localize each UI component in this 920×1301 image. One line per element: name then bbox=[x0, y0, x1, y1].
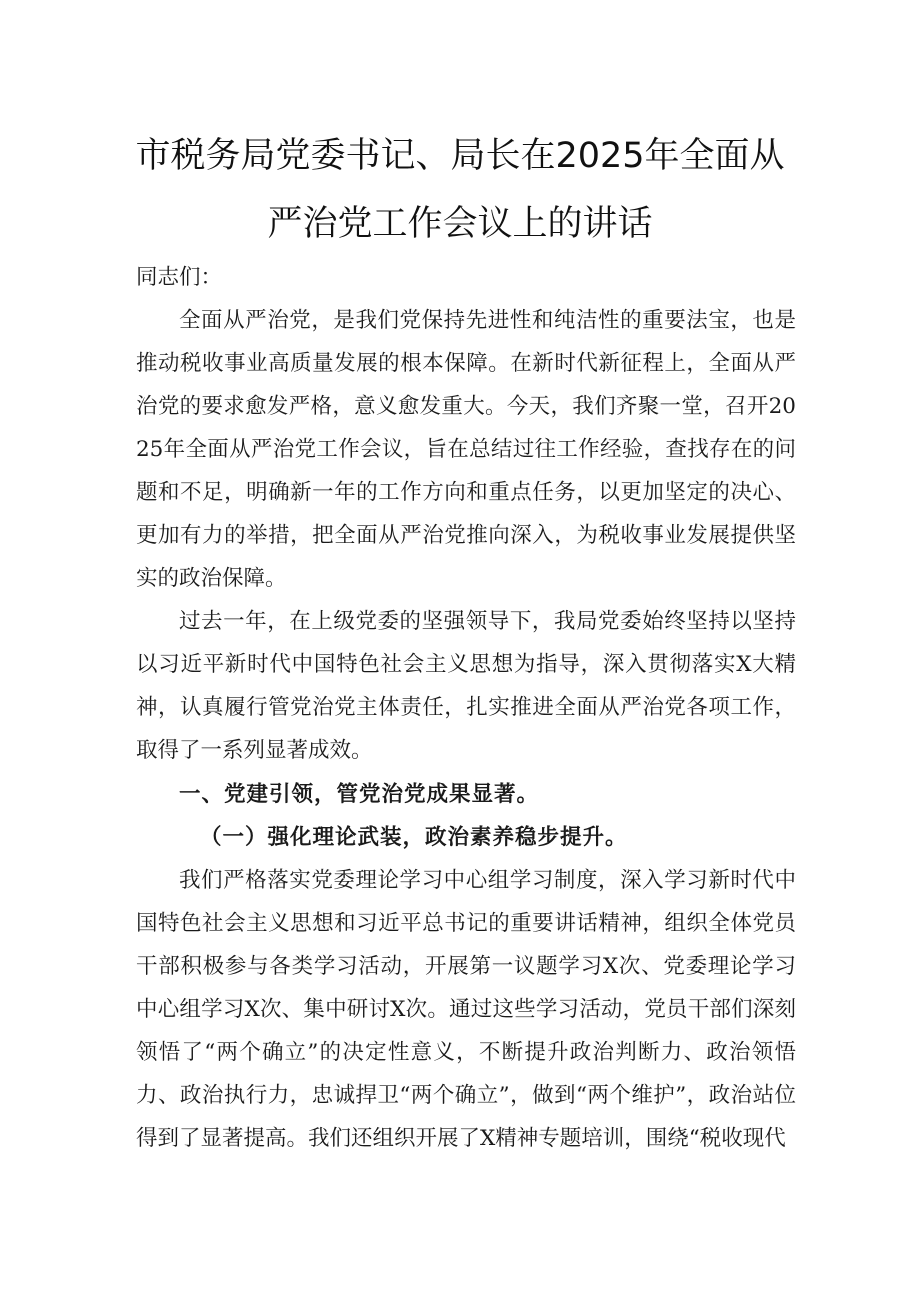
document-title-line-1: 市税务局党委书记、局长在2025年全面从 bbox=[135, 136, 785, 176]
paragraph-review: 过去一年，在上级党委的坚强领导下，我局党委始终坚持以坚持以习近平新时代中国特色社会主义思想为指导，深入贯彻落实X大精神，认真履行管党治党主体责任，扎实推进全面从严治党各项工作，取得了一系列显著成效。 bbox=[136, 609, 796, 763]
section-heading-1: 一、党建引领，管党治党成果显著。 bbox=[179, 782, 540, 807]
paragraph-opening: 全面从严治党，是我们党保持先进性和纯洁性的重要法宝，也是推动税收事业高质量发展的根本保障。在新时代新征程上，全面从严治党的要求愈发严格，意义愈发重大。今天，我们齐聚一堂，召开2025年全面从严治党工作会议，旨在总结过往工作经验，查找存在的问题和不足，明确新一年的工作方向和重点任务，以更加坚定的决心、更加有力的举措，把全面从严治党推向深入，为税收事业发展提供坚实的政治保障。 bbox=[136, 308, 796, 591]
subsection-heading-1: （一）强化理论武装，政治素养稳步提升。 bbox=[200, 825, 628, 850]
salutation: 同志们： bbox=[136, 265, 223, 290]
paragraph-theory-study: 我们严格落实党委理论学习中心组学习制度，深入学习新时代中国特色社会主义思想和习近平总书记的重要讲话精神，组织全体党员干部积极参与各类学习活动，开展第一议题学习X次、党委理论学习中心组学习X次、集中研讨X次。通过这些学习活动，党员干部们深刻领悟了“两个确立”的决定性意义，不断提升政治判断力、政治领悟力、政治执行力，忠诚捍卫“两个确立”，做到“两个维护”，政治站位得到了显著提高。我们还组织开展了X精神专题培训，围绕“税收现代 bbox=[136, 868, 796, 1151]
document-title-line-2: 严治党工作会议上的讲话 bbox=[267, 204, 653, 244]
